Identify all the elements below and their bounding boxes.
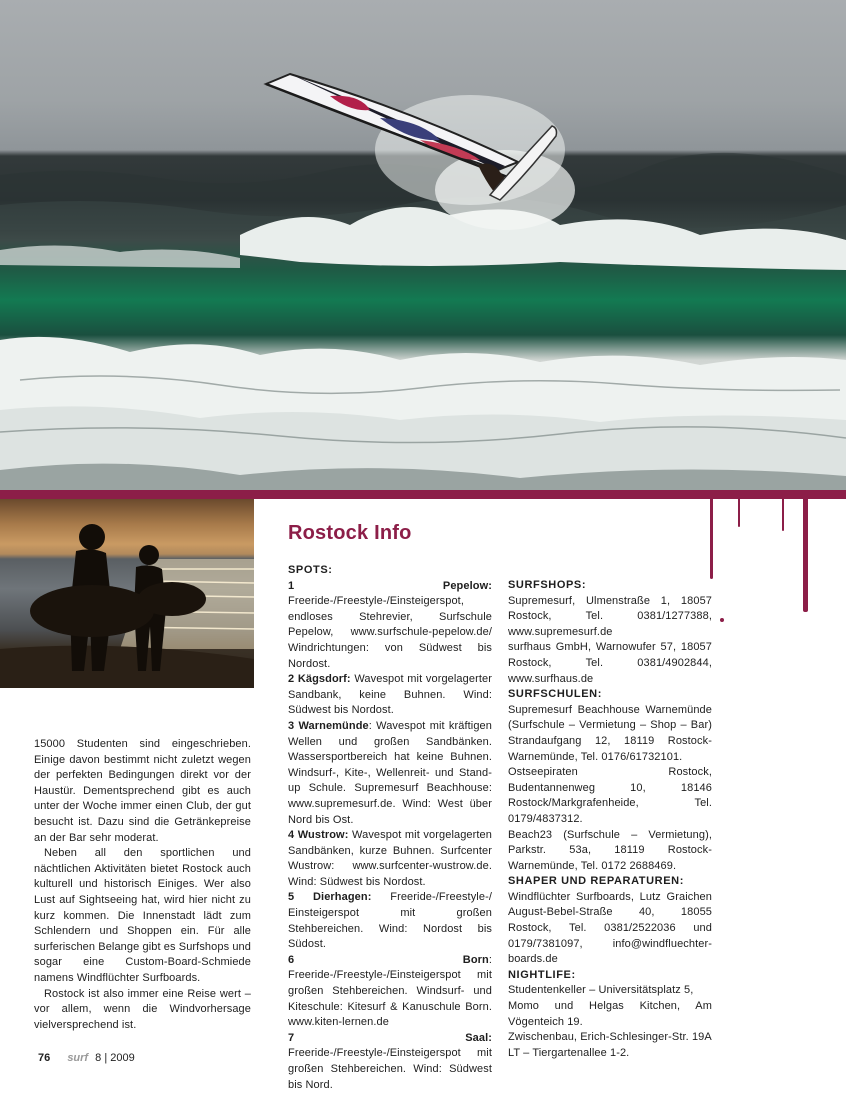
article-column-left [34,737,251,1033]
spot-entry [288,953,492,1031]
nightlife-entry: Studentenkeller – Universitätsplatz 5, [508,984,694,997]
info-column-middle [288,563,492,1093]
surfschulen-heading: SURFSCHULEN: [508,688,602,701]
drip-decoration [803,497,808,612]
surfschule-entry: Supremesurf Beachhouse Warnemünde (Surfschule – Vermietung – Shop – Bar) Strandaufgang 12, 18119 Rostock-Warnemünde, Tel. 0176/61732101. [508,703,712,763]
spot-text: Wavespot mit vorgelagerten Sandbänken, kurze Buhnen. Surfcenter Wustrow: www.surfcenter-wustrow.de. Wind: Südwest bis Nordost. [288,829,492,888]
surfshop-entry: Supremesurf, Ulmenstraße 1, 18057 Rostock, Tel. 0381/1277388, www.supremesurf.de [508,594,712,638]
spot-entry [288,719,492,828]
drip-decoration [710,497,713,579]
article-paragraph: Neben all den sportlichen und nächtlichen Aktivitäten bietet Rostock auch kulturell und historisch Einiges. Wer also Lust auf Sightseeing hat, wird hier nicht zu kurz kommen. Die Innenstadt lädt zum Schlendern und Shoppen ein. Für alle surferischen Belange gibt es Surfshops und sogar eine Custom-Board-Schmiede namens Windflüchter Surfboards. [34,847,251,984]
hero-photo [0,0,846,490]
spot-entry [288,1031,492,1093]
sunset-photo [0,499,254,688]
drip-decoration [782,497,784,531]
spot-label: 5 Dierhagen: [288,891,372,904]
article-paragraph: Rostock ist also immer eine Reise wert – vor allem, wenn die Windvorhersage vielversprechend ist. [34,987,251,1031]
surfschule-entry: Ostseepiraten Rostock, Budentannenweg 10, 18146 Rostock/Markgrafenheide, Tel. 0179/4837312. [508,766,712,825]
nightlife-heading: NIGHTLIFE: [508,968,576,981]
spot-entry [288,579,492,673]
spot-label: 1 Pepelow: [288,579,492,592]
spot-text: Freeride-/Freestyle-/ Einsteigerspot mit großen Stehbereichen. Wind: Nordost bis Südost. [288,891,492,951]
magazine-logo: surf [67,1052,89,1064]
page-footer [38,1052,135,1064]
spot-entry [288,828,492,890]
sunset-illustration [0,499,254,688]
page-number: 76 [38,1052,51,1064]
surfschule-entry: Beach23 (Surfschule – Vermietung), Parkstr. 53a, 18119 Rostock-Warnemünde, Tel. 0172 2688469. [508,828,712,872]
spots-heading: SPOTS: [288,564,333,576]
nightlife-entry: Momo und Helgas Kitchen, Am Vögenteich 19. [508,1000,712,1028]
nightlife-entry: Zwischenbau, Erich-Schlesinger-Str. 19A [508,1031,712,1044]
surfshops-heading: SURFSHOPS: [508,579,587,591]
shaper-entry: Windflüchter Surfboards, Lutz Graichen August-Bebel-Straße 40, 18055 Rostock, Tel. 0381/2522036 und 0179/7381097, info@windfluechter-boards.de [508,890,712,966]
surfshop-entry: surfhaus GmbH, Warnowufer 57, 18057 Rostock, Tel. 0381/4902844, www.surfhaus.de [508,641,712,685]
spot-label: 2 Kägsdorf: [288,673,351,686]
nightlife-entry: LT – Tiergartenallee 1-2. [508,1046,630,1059]
spot-label: 7 Saal: [288,1031,492,1044]
info-title: Rostock Info [288,522,412,544]
spot-text: : Wavespot mit kräftigen Wellen und großen Sandbänken. Wassersportbereich hat keine Buhnen. Windsurf-, Kite-, Wellenreit- und Stand-up Schule. Supremesurf Beachhouse: www.supremesurf.de. Wind: West über Nord bis Ost. [288,719,492,826]
spot-text: Wavespot mit vorgelagerter Sandbank, keine Buhnen. Wind: Südwest bis Nordost. [288,673,492,717]
spot-entry [288,890,492,952]
info-column-right [508,578,712,1061]
hero-illustration [0,0,846,490]
shaper-heading: SHAPER UND REPARATUREN: [508,875,684,888]
spot-entry [288,672,492,719]
article-paragraph: 15000 Studenten sind eingeschrieben. Einige davon bestimmt nicht zuletzt wegen der perfekten Bedingungen direkt vor der Haustür. Dementsprechend gibt es auch unter der Woche immer einen Club, der gut besucht ist. Dazu sind die Getränkepreise an der Bar sehr moderat. [34,738,251,844]
spot-label: 6 Born [288,953,489,966]
accent-bar [0,490,846,499]
drip-decoration [720,618,724,622]
drip-decoration [738,497,740,527]
spot-label: 3 Warnemünde [288,719,369,732]
spot-text: Freeride-/Freestyle-/Einsteigerspot, endloses Stehrevier, Surfschule Pepelow, www.surfschule-pepelow.de/ Windrichtungen: von Südwest bis Nordost. [288,595,492,670]
spot-text: Freeride-/Freestyle-/Einsteigerspot mit großen Stehbereichen. Wind: Südwest bis Nord. [288,1047,492,1091]
issue-label: 8 | 2009 [95,1052,135,1064]
spot-label: 4 Wustrow: [288,829,349,842]
spot-text: : Freeride-/Freestyle-/Einsteigerspot mit großen Stehbereichen. Windsurf- und Kiteschule: Kitesurf & Kanuschule Born. www.kiten-lernen.de [288,953,492,1029]
